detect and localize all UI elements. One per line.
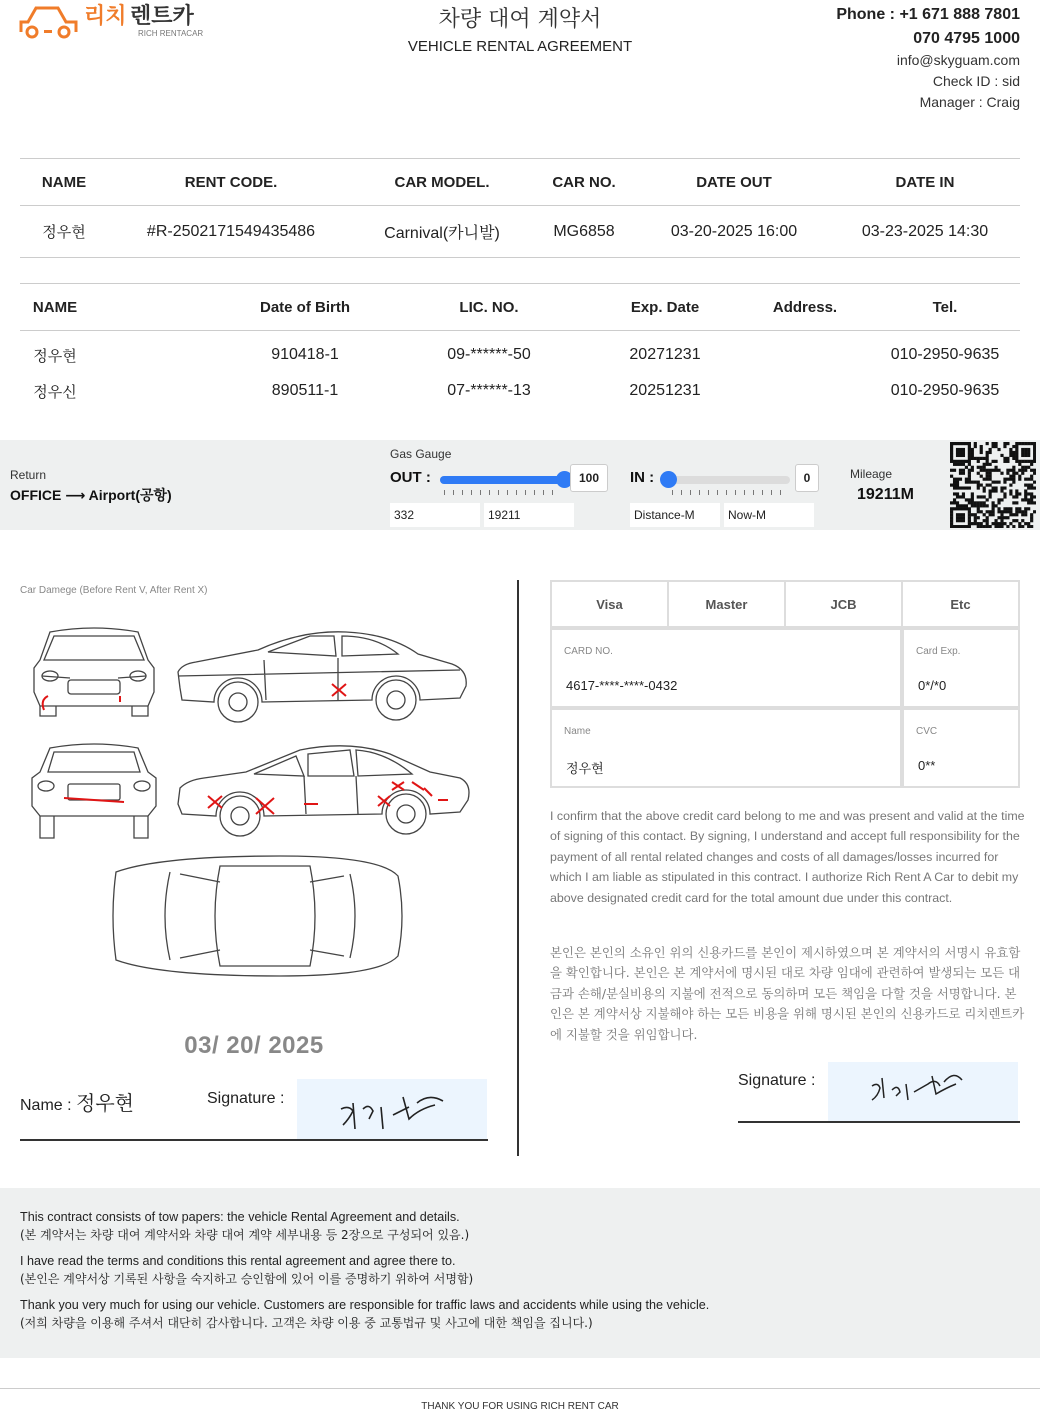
- card-type-master[interactable]: Master: [669, 582, 786, 626]
- distance-out-field[interactable]: 332: [390, 503, 480, 527]
- title-english: VEHICLE RENTAL AGREEMENT: [407, 38, 633, 55]
- vertical-divider: [517, 580, 519, 1156]
- name-value: 정우현: [76, 1091, 134, 1115]
- email: info@skyguam.com: [896, 52, 1020, 68]
- renter-name-line: [20, 1087, 134, 1116]
- table-header-row: [20, 283, 1020, 331]
- contract-notice: [0, 1188, 1040, 1358]
- check-id: Check ID : sid: [932, 73, 1020, 89]
- car-side-view-left: [178, 746, 469, 836]
- title-korean: 차량 대여 계약서: [438, 7, 602, 32]
- driver-info-table: [20, 283, 1020, 409]
- card-exp-field[interactable]: [902, 628, 1020, 708]
- signature-box[interactable]: [297, 1079, 487, 1139]
- return-label: Return: [10, 468, 47, 482]
- slider-ticks: [444, 490, 560, 495]
- name-label: Name :: [20, 1097, 77, 1114]
- header-exp-date: Exp. Date: [630, 298, 700, 316]
- table-row: [20, 337, 1020, 373]
- header-tel: Tel.: [932, 298, 958, 316]
- gauge-panel: [0, 440, 1040, 530]
- notice-3-en: Thank you very much for using our vehicle. Customers are responsible for traffic laws and accidents while using the vehicle.: [20, 1298, 710, 1312]
- card-number-label: CARD NO.: [564, 646, 613, 657]
- cell-dob: 890511-1: [271, 382, 339, 399]
- notice-2-en: I have read the terms and conditions this rental agreement and agree there to.: [20, 1254, 456, 1268]
- card-type-visa[interactable]: Visa: [552, 582, 669, 626]
- distance-in-field[interactable]: Distance-M: [630, 503, 720, 527]
- slider-thumb[interactable]: [660, 471, 677, 488]
- cvc-label: CVC: [916, 726, 938, 737]
- header-name: NAME: [32, 298, 78, 316]
- cell-name: 정우현: [33, 346, 77, 365]
- mileage-label: Mileage: [850, 467, 893, 481]
- cell-name: 정우신: [33, 382, 77, 401]
- svg-text:리치: 리치: [84, 4, 127, 29]
- card-type-jcb[interactable]: JCB: [786, 582, 903, 626]
- cell-dob: 910418-1: [271, 346, 339, 363]
- gas-gauge-label: Gas Gauge: [390, 447, 452, 461]
- card-number-field[interactable]: [550, 628, 902, 708]
- cardholder-name-label: Name: [564, 726, 591, 737]
- cell-name: 정우현: [42, 223, 86, 241]
- card-type-selector: [550, 580, 1020, 628]
- cell-rent-code: #R-2502171549435486: [146, 222, 316, 240]
- notice-1-ko: (본 계약서는 차량 대여 계약서와 차량 대여 계약 세부내용 등 2장으로 구성되어 있음.): [20, 1228, 470, 1242]
- card-signature-label: Signature :: [738, 1072, 816, 1089]
- mileage-out-field[interactable]: 19211: [484, 503, 574, 527]
- gas-in-label: IN :: [630, 469, 655, 486]
- cell-address: [740, 373, 870, 409]
- notice-1-en: This contract consists of tow papers: the vehicle Rental Agreement and details.: [20, 1210, 460, 1224]
- header-license-no: LIC. NO.: [459, 298, 519, 316]
- table-row: [20, 206, 1020, 258]
- header-date-out: DATE OUT: [696, 173, 772, 191]
- qr-code-icon: [950, 442, 1036, 528]
- phone-secondary: 070 4795 1000: [913, 30, 1020, 47]
- mileage-value: 19211M: [857, 486, 914, 503]
- car-rear-view: [32, 744, 156, 838]
- cell-tel: 010-2950-9635: [890, 346, 1000, 363]
- cell-license-no: 09-******-50: [447, 346, 531, 363]
- signature-underline: [20, 1139, 488, 1141]
- car-damage-diagram: [20, 620, 480, 1030]
- header-name: NAME: [41, 173, 87, 191]
- rental-info-table: [20, 158, 1020, 258]
- notice-3-ko: (저희 차량을 이용해 주셔서 대단히 감사합니다. 고객은 차량 이용 중 교통법규 및 사고에 대한 책임을 집니다.): [20, 1316, 593, 1330]
- notice-paragraph: [20, 1252, 1020, 1288]
- header-dob: Date of Birth: [260, 298, 350, 316]
- car-front-view: [34, 628, 154, 716]
- damage-caption: Car Damege (Before Rent V, After Rent X): [20, 585, 208, 596]
- notice-2-ko: (본인은 계약서상 기록된 사항을 숙지하고 승인함에 있어 이를 증명하기 위하여 서명함): [20, 1272, 474, 1286]
- card-signature-box[interactable]: [828, 1062, 1018, 1122]
- car-top-view: [113, 856, 402, 976]
- cell-date-in: 03-23-2025 14:30: [861, 222, 989, 240]
- card-signature-underline: [738, 1121, 1020, 1123]
- return-route: OFFICE ⟶ Airport(공항): [10, 487, 172, 503]
- handwritten-signature: [828, 1062, 1018, 1122]
- phone-primary: Phone : +1 671 888 7801: [836, 6, 1020, 23]
- slider-track: [668, 476, 790, 484]
- gas-out-value: 100: [570, 464, 608, 492]
- cell-date-out: 03-20-2025 16:00: [670, 222, 798, 240]
- gas-out-slider[interactable]: [440, 468, 564, 498]
- gas-out-label: OUT :: [390, 469, 431, 486]
- header-car-model: CAR MODEL.: [394, 173, 490, 191]
- contact-info: [836, 4, 1020, 113]
- header-rent-code: RENT CODE.: [184, 173, 278, 191]
- manager: Manager : Craig: [919, 94, 1020, 110]
- car-side-view-right: [178, 632, 466, 722]
- cardholder-name-field[interactable]: [550, 708, 902, 788]
- gas-in-slider[interactable]: [668, 468, 790, 498]
- cell-car-model: Carnival(카니발): [384, 225, 500, 242]
- notice-paragraph: [20, 1208, 1020, 1244]
- card-type-etc[interactable]: Etc: [950, 596, 971, 612]
- footer-text: THANK YOU FOR USING RICH RENT CAR: [421, 1401, 619, 1412]
- footer-divider: [0, 1388, 1040, 1389]
- cell-license-no: 07-******-13: [447, 382, 531, 399]
- cell-tel: 010-2950-9635: [890, 382, 1000, 399]
- cardholder-name-value: 정우현: [566, 762, 604, 777]
- terms-korean: 본인은 본인의 소유인 위의 신용카드를 본인이 제시하였으며 본 계약서의 서명시 유효함을 확인합니다. 본인은 본 계약서에 명시된 대로 차량 임대에 관련하여 발생되는 모든 대금과 손해/분실비용의 지불에 전적으로 동의하며 모든 책임을 다할 것을 서명합니다. 본인은 본 계약서상 지불해야 하는 모든 비용을 위해 명시된 본인의 신용카드로 리치렌트카에 지불할 것을 위임합니다.: [550, 945, 1025, 1042]
- now-mileage-field[interactable]: Now-M: [724, 503, 814, 527]
- table-header-row: [20, 158, 1020, 206]
- notice-paragraph: [20, 1296, 1020, 1332]
- gas-in-value: 0: [795, 464, 819, 492]
- cell-address: [740, 337, 870, 373]
- cvc-field[interactable]: [902, 708, 1020, 788]
- rental-date: 03/ 20/ 2025: [184, 1032, 324, 1059]
- cell-exp-date: 20251231: [629, 382, 701, 399]
- table-row: [20, 373, 1020, 409]
- svg-text:렌트카: 렌트카: [130, 4, 194, 29]
- card-number-value: 4617-****-****-0432: [566, 678, 678, 693]
- header-address: Address.: [772, 298, 838, 316]
- card-exp-value: 0*/*0: [918, 678, 947, 693]
- handwritten-signature: [297, 1079, 487, 1139]
- cvc-value: 0**: [918, 758, 936, 773]
- signature-label: Signature :: [207, 1090, 285, 1107]
- header-date-in: DATE IN: [895, 173, 955, 191]
- terms-english: I confirm that the above credit card belong to me and was present and valid at the time of signing of this contact. By signing, I understand and accept full responsibility for the payment of all rental related changes and costs of all damages/losses incurred for which I am liable as stipulated in this contract. I authorize Rich Rent A Car to debit my above designated credit card for the total amount due under this contract.: [550, 809, 1025, 905]
- cell-car-no: MG6858: [553, 222, 615, 240]
- svg-text:RICH RENTACAR: RICH RENTACAR: [138, 29, 204, 38]
- cell-exp-date: 20271231: [629, 346, 701, 363]
- slider-ticks: [672, 490, 786, 495]
- header-car-no: CAR NO.: [552, 173, 616, 191]
- card-exp-label: Card Exp.: [916, 646, 961, 657]
- slider-fill: [440, 476, 564, 484]
